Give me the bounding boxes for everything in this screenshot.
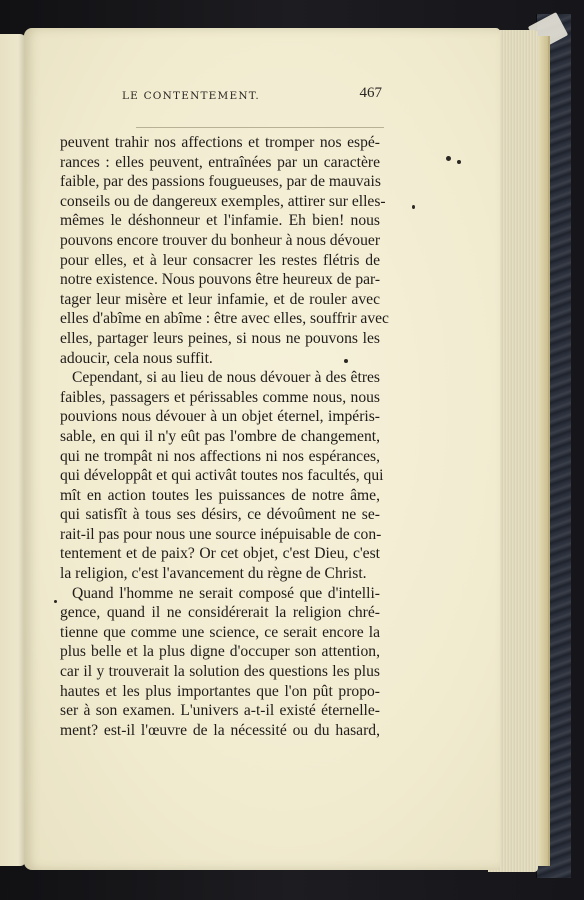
text-line: tentement et de paix? Or cet objet, c'est Dieu, c'est <box>60 545 380 563</box>
text-line: mêmes le déshonneur et l'infamie. Eh bien! nous <box>60 212 380 230</box>
header-rule <box>136 127 384 128</box>
text-line: elles, partager leurs peines, si nous ne pouvons les <box>60 329 380 347</box>
text-line: qui ne trompât ni nos affections ni nos espérances, <box>60 447 380 465</box>
text-line: rait-il pas pour nous une source inépuisable de con- <box>60 525 382 543</box>
running-title: LE CONTENTEMENT. <box>122 90 260 102</box>
page-number: 467 <box>359 85 382 101</box>
text-line: pouvons encore trouver du bonheur à nous dévouer <box>60 231 381 249</box>
text-line: tienne que comme une science, ce serait encore la <box>60 623 380 641</box>
ink-speck <box>446 156 451 161</box>
facing-page-edge <box>0 34 26 866</box>
text-line: car il y trouverait la solution des questions les plus <box>60 663 380 681</box>
text-line: tager leur misère et leur infamie, et de rouler avec <box>60 290 380 308</box>
text-line: ment? est-il l'œuvre de la nécessité ou du hasard, <box>60 721 380 739</box>
text-line: la religion, c'est l'avancement du règne de Christ. <box>60 565 367 583</box>
text-line: gence, quand il ne considérerait la religion chré- <box>60 604 380 622</box>
ink-speck <box>54 600 57 603</box>
ink-speck <box>457 160 461 164</box>
page-header <box>36 85 382 107</box>
body-text <box>60 133 389 740</box>
text-line: adoucir, cela nous suffit. <box>60 349 213 367</box>
text-line: faible, par des passions fougueuses, par de mauvais <box>60 173 381 191</box>
text-line: elles d'abîme en abîme : être avec elles, souffrir avec <box>60 310 389 328</box>
text-line: qui développât et qui activât toutes nos facultés, qui <box>60 467 384 485</box>
text-line: notre existence. Nous pouvons être heureux de par- <box>60 271 381 289</box>
text-line: conseils ou de dangereux exemples, attirer sur elles- <box>60 192 386 210</box>
text-line: qui satisfît à tous ses désirs, ce dévoûment ne se- <box>60 506 380 524</box>
ink-speck <box>344 359 348 363</box>
ink-speck <box>412 205 415 209</box>
text-line: plus belle et la plus digne d'occuper son attention, <box>60 643 380 661</box>
text-line: peuvent trahir nos affections et tromper nos espé- <box>60 134 380 151</box>
text-line: Cependant, si au lieu de nous dévouer à des êtres <box>72 369 380 387</box>
text-line: Quand l'homme ne serait composé que d'intelli- <box>72 584 380 602</box>
text-line: mît en action toutes les puissances de notre âme, <box>60 486 380 504</box>
text-line: rances : elles peuvent, entraînées par un caractère <box>60 153 380 171</box>
text-line: hautes et les plus importantes que l'on pût propo- <box>60 682 380 700</box>
text-line: ser à son examen. L'univers a-t-il existé éternelle- <box>60 702 380 720</box>
text-line: faibles, passagers et périssables comme nous, nous <box>60 388 380 406</box>
text-line: pouvions nous dévouer à un objet éternel, impéris- <box>60 408 380 426</box>
text-line: sable, en qui il n'y eût pas l'ombre de changement, <box>60 427 380 445</box>
text-line: pour elles, et à leur consacrer les restes flétris de <box>60 251 380 269</box>
